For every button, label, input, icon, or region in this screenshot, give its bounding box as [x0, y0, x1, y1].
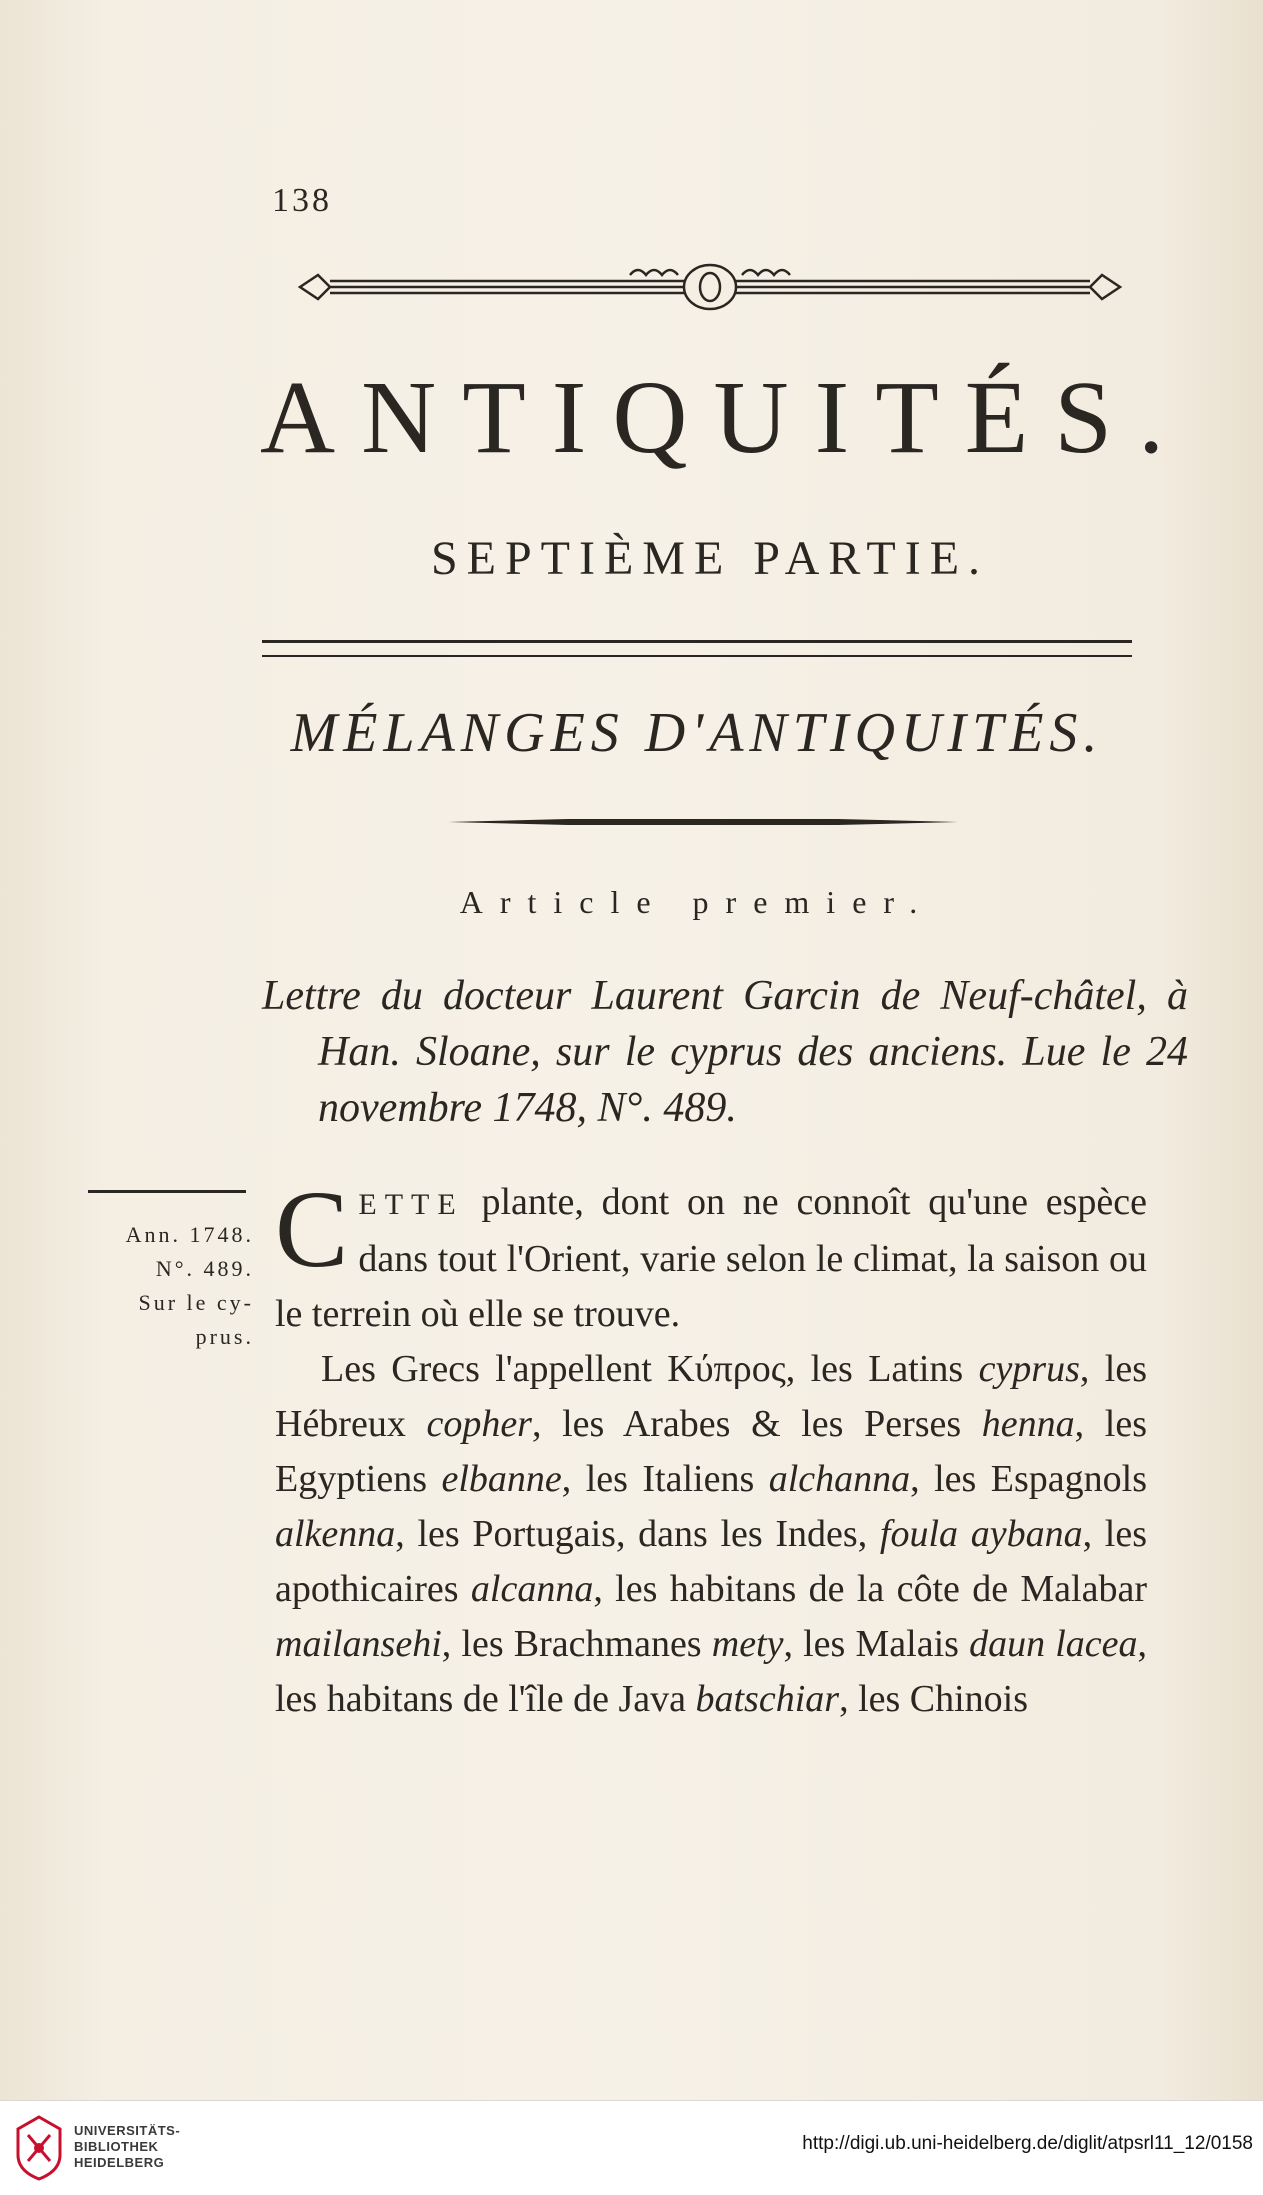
italic-term: batschiar — [695, 1678, 840, 1720]
italic-term: alcanna — [470, 1568, 594, 1610]
main-title: ANTIQUITÉS. — [260, 360, 1191, 475]
text-run: , les Egyptiens — [275, 1403, 1147, 1500]
text-run: , les Portugais, dans les Indes, — [395, 1513, 880, 1555]
margin-note — [74, 1218, 254, 1354]
margin-note-line: prus. — [195, 1324, 254, 1349]
text-run: , les habitans de la côte de Malabar — [593, 1568, 1147, 1610]
page-number: 138 — [272, 182, 332, 219]
footer-bar — [0, 2100, 1263, 2195]
italic-term: alkenna — [275, 1513, 396, 1555]
text-run: , les Hébreux — [275, 1348, 1147, 1445]
source-url-link[interactable]: http://digi.ub.uni-heidelberg.de/diglit/atpsrl11_12/0158 — [802, 2133, 1253, 2154]
body-text — [275, 1168, 1147, 1727]
university-seal-icon — [14, 2115, 64, 2181]
text-run: , les Brachmanes — [441, 1623, 712, 1665]
italic-term: foula aybana — [879, 1513, 1083, 1555]
logo-line: BIBLIOTHEK — [74, 2139, 159, 2154]
text-run: , les Arabes & les Perses — [531, 1403, 982, 1445]
text-run: , les habitans de l'île de Java — [275, 1623, 1147, 1720]
italic-term: mailansehi — [275, 1623, 442, 1665]
margin-note-line: N°. 489. — [155, 1256, 254, 1281]
library-logo-text — [74, 2123, 180, 2171]
italic-term: cyprus — [978, 1348, 1080, 1390]
italic-term: copher — [426, 1403, 532, 1445]
paragraph-1 — [275, 1168, 1147, 1342]
first-word: ETTE — [358, 1188, 464, 1221]
article-heading: Article premier. — [459, 884, 935, 920]
text-run: , les Italiens — [561, 1458, 769, 1500]
paragraph-2 — [275, 1342, 1147, 1727]
italic-term: henna — [981, 1403, 1075, 1445]
logo-line: HEIDELBERG — [74, 2155, 165, 2170]
tapered-rule-divider — [448, 816, 958, 828]
text-run: , les apothicaires — [275, 1513, 1147, 1610]
italic-term: alchanna — [768, 1458, 911, 1500]
paragraph-1-text: plante, dont on ne connoît qu'une espèce dans tout l'Orient, varie selon le climat, la saison ou le terrein où elle se trouve. — [275, 1181, 1147, 1335]
part-subtitle: SEPTIÈME PARTIE. — [430, 532, 990, 585]
logo-line: UNIVERSITÄTS- — [74, 2123, 181, 2138]
italic-term: daun lacea — [969, 1623, 1138, 1665]
text-run: , les Chinois — [839, 1678, 1029, 1720]
header-ornament — [290, 255, 1130, 315]
text-run: , les Latins — [785, 1348, 979, 1390]
text-run: Κύπρος — [667, 1348, 786, 1390]
letter-title: Lettre du docteur Laurent Garcin de Neuf-châtel, à Han. Sloane, sur le cyprus des anciens. Lue le 24 novembre 1748, N°. 489. — [262, 973, 1188, 1131]
text-run: Les Grecs l'appellent — [321, 1348, 668, 1390]
text-run: , les Espagnols — [910, 1458, 1147, 1500]
double-rule-divider — [262, 640, 1132, 657]
margin-rule — [88, 1190, 246, 1193]
margin-note-line: Sur le cy- — [138, 1290, 254, 1315]
text-run: , les Malais — [783, 1623, 970, 1665]
italic-term: mety — [711, 1623, 784, 1665]
section-title: MÉLANGES D'ANTIQUITÉS. — [290, 702, 1104, 764]
margin-note-line: Ann. 1748. — [125, 1222, 254, 1247]
drop-cap: C — [275, 1168, 349, 1290]
italic-term: elbanne — [441, 1458, 562, 1500]
